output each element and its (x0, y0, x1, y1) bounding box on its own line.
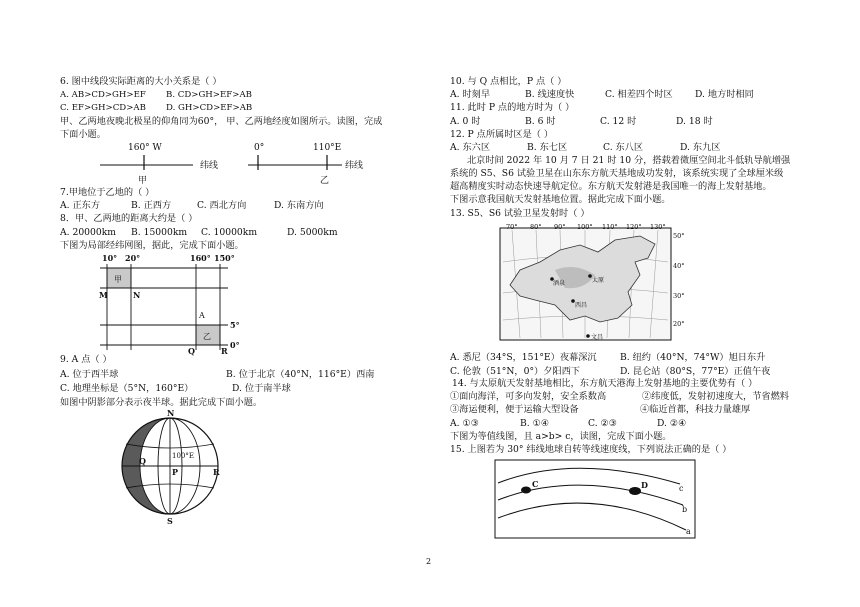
grid-yi: 乙 (203, 332, 211, 341)
map-lon-110: 110° (602, 223, 618, 231)
q14-statement-3: ③海运便利，便于运输大型设备 (450, 404, 579, 415)
map-lon-100: 100° (577, 223, 593, 231)
q9-option-c: C. 地理坐标是（5°N，160°E） (60, 383, 194, 394)
north-pole-n: N (167, 408, 175, 418)
q9-option-a: A. 位于西半球 (60, 369, 119, 380)
q12-option-b: B. 东七区 (527, 142, 568, 153)
question-15: 15. 上图若为 30° 纬线地球自转等线速度线，下列说法正确的是（ ） (450, 444, 732, 455)
q10-option-d: D. 地方时相同 (695, 89, 754, 100)
intro-5: 下图为等值线图，且 a>b> c，读图，完成下面小题。 (450, 431, 672, 442)
intro-4-line-2: 系统的 S5、S6 试验卫星在山东东方航天基地成功发射，该系统实现了全球厘米级 (450, 168, 784, 179)
globe-point-q: Q (139, 456, 146, 466)
q11-option-c: C. 12 时 (600, 116, 637, 127)
iso-line-a: a (686, 527, 691, 536)
q14-option-c: C. ②③ (588, 418, 618, 429)
intro-2: 下图为局部经纬网图，据此，完成下面小题。 (60, 240, 244, 251)
q14-option-b: B. ①④ (520, 418, 550, 429)
question-11: 11. 此时 P 点的地方时为（ ） (450, 102, 575, 113)
q11-option-b: B. 6 时 (525, 116, 556, 127)
intro-4-line-3: 超高精度实时动态快速导航定位。东方航天发射港是我国唯一的海上发射基地。 (450, 181, 772, 192)
map-lon-90: 90° (554, 223, 566, 231)
q6-option-b: B. CD>GH>EF>AB (166, 90, 252, 100)
point-n: N (133, 290, 141, 300)
lat-0: 0° (230, 340, 240, 350)
q7-option-c: C. 西北方向 (197, 200, 247, 211)
place-yi: 乙 (320, 176, 330, 186)
q6-option-a: A. AB>CD>GH>EF (60, 90, 146, 100)
lon-label-2: 0° (254, 143, 265, 153)
q12-option-c: C. 东八区 (603, 142, 644, 153)
south-pole-s: S (167, 516, 173, 526)
q10-option-a: A. 时刻早 (450, 89, 491, 100)
parallel-label-2: 纬线 (345, 161, 364, 171)
place-jia: 甲 (138, 176, 148, 186)
question-8: 8．甲、乙两地的距离大约是（ ） (60, 213, 198, 224)
q8-option-a: A. 20000km (60, 227, 116, 238)
point-q: Q (188, 346, 195, 356)
q8-option-d: D. 5000km (287, 227, 338, 238)
question-12: 12. P 点所属时区是（ ） (450, 129, 554, 140)
map-lon-130: 130° (650, 223, 666, 231)
lon-160: 160° (190, 253, 211, 263)
iso-line-b: b (682, 505, 688, 514)
q13-option-a: A. 悉尼（34°S，151°E）夜幕深沉 (450, 352, 597, 363)
globe-lon-label: 100°E (172, 452, 194, 460)
q11-option-d: D. 18 时 (676, 116, 713, 127)
question-10: 10. 与 Q 点相比，P 点（ ） (450, 76, 567, 87)
map-city-jiuquan: 酒泉 (553, 280, 566, 287)
lat-5: 5° (230, 320, 240, 330)
page-number: 2 (426, 557, 432, 566)
iso-point-d: D (641, 480, 648, 490)
question-9: 9. A 点（ ） (60, 354, 112, 365)
q8-option-c: C. 10000km (201, 227, 258, 238)
intro-4-line-1: 北京时间 2022 年 10 月 7 日 21 时 10 分，搭载着微厘空间北斗低轨导航增强 (467, 155, 791, 166)
intro-1-line-1: 甲、乙两地夜晚北极星的仰角同为60°， 甲、乙两地经度如图所示。读图，完成 (60, 116, 383, 127)
q14-statement-1: ①面向海洋，可多向发射，安全系数高 (450, 391, 607, 402)
lon-150: 150° (214, 253, 235, 263)
q14-option-a: A. ①③ (450, 418, 479, 429)
iso-point-c: C (532, 479, 539, 489)
q7-option-a: A. 正东方 (60, 200, 101, 211)
question-14: 14. 与太原航天发射基地相比，东方航天港海上发射基地的主要优势有（ ） (452, 378, 758, 389)
q14-option-d: D. ②④ (657, 418, 687, 429)
q6-option-d: D. GH>CD>EF>AB (166, 103, 253, 113)
map-city-wenchang: 文昌 (591, 334, 604, 341)
q10-option-c: C. 相差四个时区 (605, 89, 673, 100)
map-lat-40: 40° (673, 262, 685, 270)
map-lon-70: 70° (506, 223, 518, 231)
q7-option-d: D. 东南方向 (274, 200, 324, 211)
q6-option-c: C. EF>GH>CD>AB (60, 103, 146, 113)
map-lat-20: 20° (673, 320, 685, 328)
intro-4-line-4: 下图示意我国航天发射基地位置。据此完成下面小题。 (450, 194, 671, 205)
point-r: R (221, 346, 228, 356)
question-13: 13. S5、S6 试验卫星发射时（ ） (450, 208, 590, 219)
q10-option-b: B. 线速度快 (525, 89, 575, 100)
parallel-label-1: 纬线 (200, 161, 219, 171)
q14-statement-2: ②纬度低，发射初速度大，节省燃料 (642, 391, 789, 402)
q13-option-b: B. 纽约（40°N，74°W）旭日东升 (620, 352, 766, 363)
map-lat-30: 30° (673, 292, 685, 300)
q9-option-b: B. 位于北京（40°N，116°E）西南 (226, 369, 375, 380)
map-lon-120: 120° (626, 223, 642, 231)
q13-option-d: D. 昆仑站（80°S，77°E）正值午夜 (620, 366, 771, 377)
map-city-xichang: 西昌 (575, 302, 588, 309)
lon-10: 10° (102, 253, 118, 263)
grid-jia: 甲 (114, 275, 122, 284)
q14-statement-4: ④临近首都，科技力量雄厚 (640, 404, 751, 415)
question-6: 6. 图中线段实际距离的大小关系是（ ） (60, 76, 222, 87)
point-m: M (99, 290, 108, 300)
map-city-taiyuan: 太原 (592, 277, 605, 284)
q12-option-d: D. 东九区 (680, 142, 721, 153)
q13-option-c: C. 伦敦（51°N，0°）夕阳西下 (450, 366, 580, 377)
iso-line-c: c (679, 484, 684, 493)
q9-option-d: D. 位于南半球 (232, 383, 291, 394)
point-a: A (199, 311, 205, 320)
lon-label-3: 110°E (313, 143, 342, 153)
lon-20: 20° (125, 253, 141, 263)
q8-option-b: B. 15000km (131, 227, 188, 238)
intro-3: 如图中阴影部分表示夜半球。据此完成下面小题。 (60, 397, 263, 408)
map-lat-50: 50° (673, 232, 685, 240)
map-lon-80: 80° (530, 223, 542, 231)
question-7: 7.甲地位于乙地的（ ） (60, 187, 155, 198)
lon-label-1: 160° W (128, 143, 162, 153)
q7-option-b: B. 正西方 (131, 200, 172, 211)
q12-option-a: A. 东六区 (450, 142, 491, 153)
q11-option-a: A. 0 时 (450, 116, 481, 127)
globe-point-p: P (172, 467, 179, 477)
globe-point-r: R (213, 467, 220, 477)
intro-1-line-2: 下面小题。 (60, 129, 106, 140)
